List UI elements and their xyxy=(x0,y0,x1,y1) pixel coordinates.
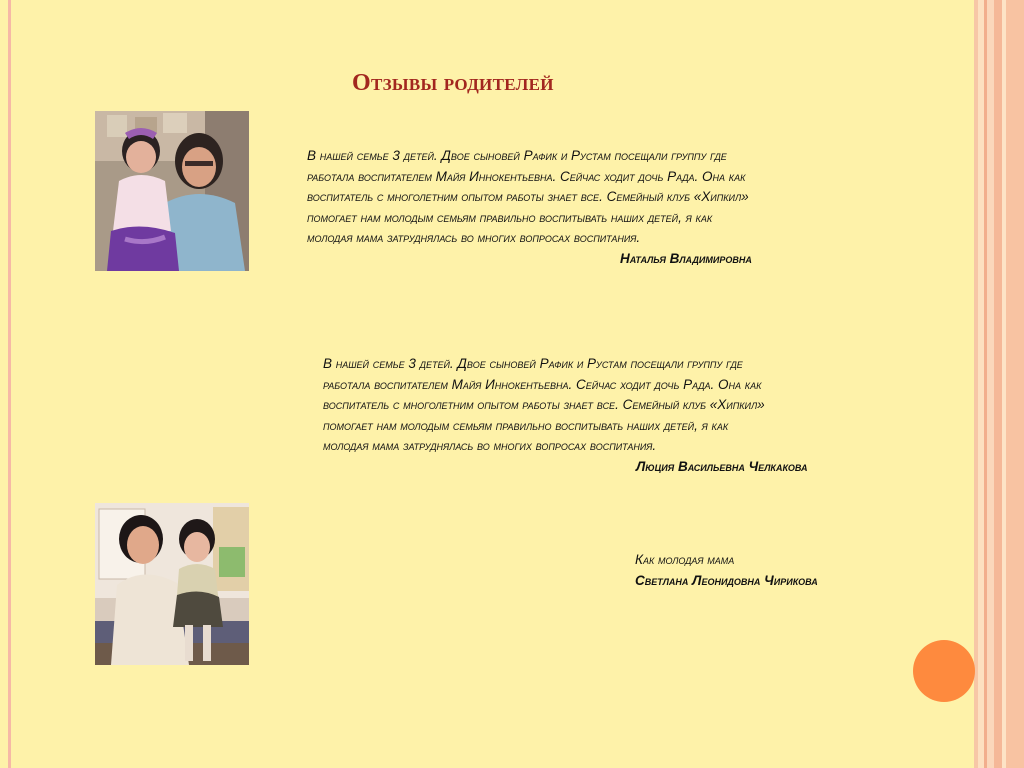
page-title: Отзывы родителей xyxy=(352,70,554,96)
testimonial-2-line-2: работала воспитателем Майя Иннокентьевна. Сейчас ходит дочь Рада. Она как xyxy=(323,376,762,392)
left-border-line xyxy=(8,0,11,768)
testimonial-1 xyxy=(307,146,752,269)
testimonial-3-line-1: Как молодая мама xyxy=(635,552,735,567)
photo-mother-with-daughter-2 xyxy=(95,503,249,665)
photo-mother-with-daughter-1 xyxy=(95,111,249,271)
testimonial-2-line-5: молодая мама затруднялась во многих вопросах воспитания. xyxy=(323,438,657,453)
testimonial-1-line-3: воспитатель с многолетним опытом работы знает все. Семейный клуб «Хипкил» xyxy=(307,189,749,204)
testimonial-1-line-1: В нашей семье 3 детей. Двое сыновей Рафик и Рустам посещали группу где xyxy=(307,148,727,163)
testimonial-1-line-5: молодая мама затруднялась во многих вопросах воспитания. xyxy=(307,230,641,245)
testimonial-2-line-1: В нашей семье 3 детей. Двое сыновей Рафик и Рустам посещали группу где xyxy=(323,356,743,371)
testimonial-1-line-4: помогает нам молодым семьям правильно воспитывать наших детей, я как xyxy=(307,209,713,225)
testimonial-1-line-2: работала воспитателем Майя Иннокентьевна. Сейчас ходит дочь Рада. Она как xyxy=(307,168,746,184)
testimonial-3-author: Светлана Леонидовна Чирикова xyxy=(635,572,818,588)
right-border-stripes xyxy=(974,0,1024,768)
testimonial-2-author: Люция Васильевна Челкакова xyxy=(636,458,808,474)
testimonial-2-line-3: воспитатель с многолетним опытом работы знает все. Семейный клуб «Хипкил» xyxy=(323,397,765,412)
testimonial-2-line-4: помогает нам молодым семьям правильно воспитывать наших детей, я как xyxy=(323,417,729,433)
orange-circle-decoration xyxy=(913,640,975,702)
testimonial-3 xyxy=(635,550,818,591)
testimonial-2 xyxy=(323,354,808,477)
testimonial-1-author: Наталья Владимировна xyxy=(620,250,752,266)
